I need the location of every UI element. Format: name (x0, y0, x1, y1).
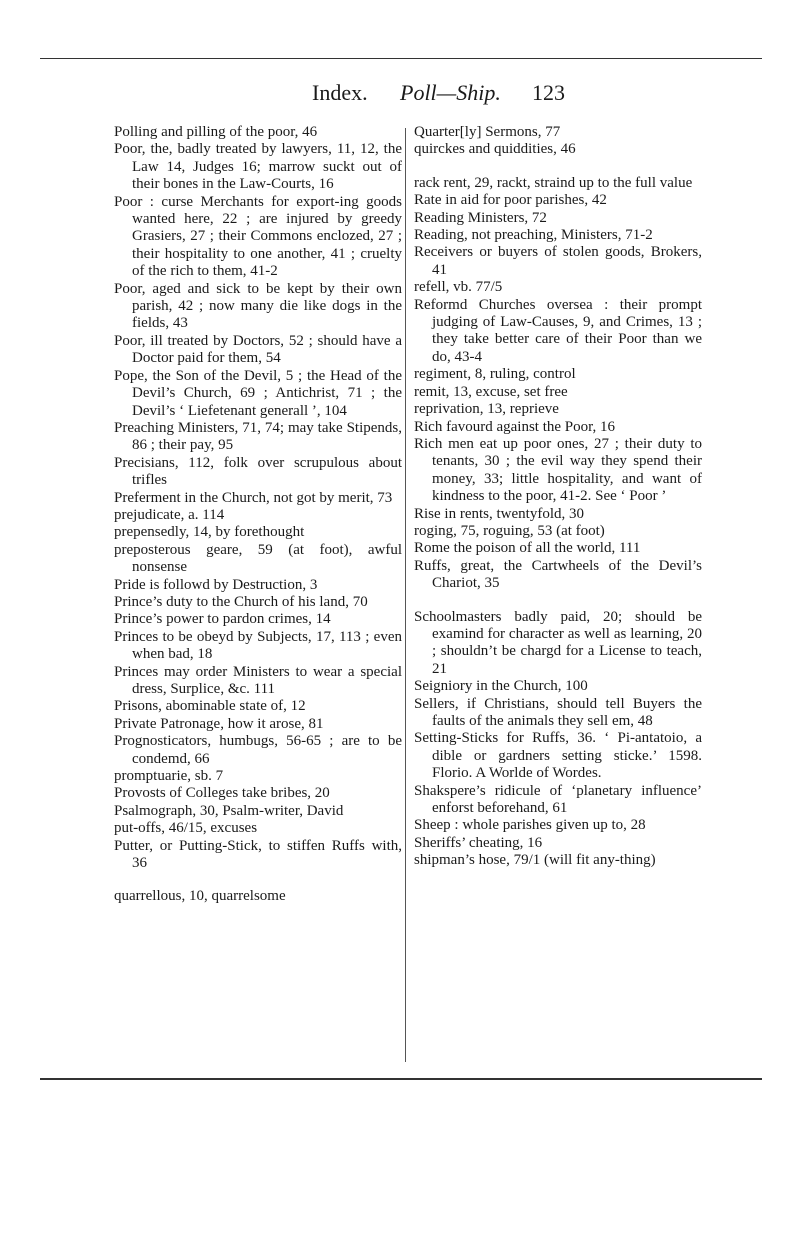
index-entry: Setting-Sticks for Ruffs, 36. ‘ Pi-antatoio, a dible or gardners setting sticke.’ 1598. Florio. A Worlde of Wordes. (414, 730, 702, 782)
index-entry: Provosts of Colleges take bribes, 20 (114, 785, 330, 802)
index-entry: Sheriffs’ cheating, 16 (414, 834, 543, 851)
index-entry: Quarter[ly] Sermons, 77 (414, 124, 561, 140)
index-entry: Preaching Ministers, 71, 74; may take Stipends, 86 ; their pay, 95 (114, 419, 402, 454)
letter-section-gap (114, 872, 402, 888)
index-entry: Sellers, if Christians, should tell Buyers the faults of the animals they sell em, 48 (414, 695, 702, 729)
index-entry: Pope, the Son of the Devil, 5 ; the Head of the Devil’s Church, 69 ; Antichrist, 71 ; the Devil’s ‘ Liefetenant generall ’, 104 (114, 367, 402, 419)
index-entry: Precisians, 112, folk over scrupulous about trifles (114, 454, 402, 489)
index-entry: Rise in rents, twentyfold, 30 (414, 505, 584, 522)
index-entry: Private Patronage, how it arose, 81 (114, 715, 324, 732)
index-entry: rack rent, 29, rackt, straind up to the full value (414, 174, 693, 191)
index-entry: promptuarie, sb. 7 (114, 768, 224, 785)
index-entry: Prognosticators, humbugs, 56-65 ; are to be condemd, 66 (114, 733, 402, 767)
index-column-left (114, 124, 402, 906)
letter-section-gap (414, 593, 702, 609)
index-entry: Seigniory in the Church, 100 (414, 678, 588, 695)
column-divider (405, 128, 406, 1062)
index-entry: remit, 13, excuse, set free (414, 383, 568, 400)
top-rule (40, 58, 762, 59)
index-entry: roging, 75, roguing, 53 (at foot) (414, 522, 605, 539)
bottom-rule (40, 1078, 762, 1080)
index-entry: Rome the poison of all the world, 111 (414, 540, 641, 557)
index-entry: regiment, 8, ruling, control (414, 366, 576, 383)
index-entry: prejudicate, a. 114 (114, 506, 225, 523)
index-entry: Preferment in the Church, not got by merit, 73 (114, 489, 393, 506)
index-entry: Poor, the, badly treated by lawyers, 11, 12, the Law 14, Judges 16; marrow suckt out of their bones in the Law-Courts, 16 (114, 141, 402, 193)
index-entry: Poor : curse Merchants for export-ing goods wanted here, 22 ; are injured by greedy Grasiers, 27 ; their Commons enclozed, 27 ; their hospitality to one another, 41 ; cruelty of the rich to them, 41-2 (114, 193, 402, 280)
index-entry: Princes may order Ministers to wear a special dress, Surplice, &c. 111 (114, 663, 402, 697)
index-entry: Ruffs, great, the Cartwheels of the Devil’s Chariot, 35 (414, 557, 702, 592)
index-entry: quarrellous, 10, quarrelsome (114, 888, 286, 905)
index-entry: preposterous geare, 59 (at foot), awful nonsense (114, 541, 402, 576)
index-entry: Receivers or buyers of stolen goods, Brokers, 41 (414, 244, 702, 278)
index-entry: Rich favourd against the Poor, 16 (414, 418, 616, 435)
index-entry: put-offs, 46/15, excuses (114, 820, 258, 837)
index-entry: Princes to be obeyd by Subjects, 17, 113 ; even when bad, 18 (114, 628, 402, 663)
index-entry: Prisons, abominable state of, 12 (114, 698, 306, 715)
index-entry: Shakspere’s ridicule of ‘planetary influence’ enforst beforehand, 61 (414, 782, 702, 817)
index-entry: prepensedly, 14, by forethought (114, 524, 305, 541)
index-entry: Poor, ill treated by Doctors, 52 ; should have a Doctor paid for them, 54 (114, 332, 402, 367)
index-entry: Prince’s power to pardon crimes, 14 (114, 611, 331, 628)
index-entry: Rate in aid for poor parishes, 42 (414, 192, 607, 209)
index-entry: Poor, aged and sick to be kept by their own parish, 42 ; now many die like dogs in the fields, 43 (114, 280, 402, 332)
index-entry: Prince’s duty to the Church of his land, 70 (114, 593, 368, 610)
letter-section-gap (414, 159, 702, 175)
index-entry: Reading Ministers, 72 (414, 209, 547, 226)
index-entry: Reading, not preaching, Ministers, 71-2 (414, 227, 653, 244)
page-header (0, 80, 800, 114)
index-entry: Polling and pilling of the poor, 46 (114, 124, 318, 140)
index-entry: reprivation, 13, reprieve (414, 401, 559, 418)
section-range: Poll—Ship. (400, 80, 501, 105)
index-entry: Sheep : whole parishes given up to, 28 (414, 817, 646, 834)
index-entry: Schoolmasters badly paid, 20; should be examind for character as well as learning, 20 ; shouldn’t be chargd for a License to teach, 21 (414, 608, 702, 677)
index-entry: quirckes and quiddities, 46 (414, 141, 576, 158)
running-title: Index. (312, 80, 368, 105)
index-entry: Putter, or Putting-Stick, to stiffen Ruffs with, 36 (114, 837, 402, 872)
index-entry: shipman’s hose, 79/1 (will fit any-thing) (414, 852, 656, 869)
index-entry: Reformd Churches oversea : their prompt judging of Law-Causes, 9, and Crimes, 13 ; they take better care of their Poor than we do, 43-4 (414, 296, 702, 365)
index-entry: refell, vb. 77/5 (414, 279, 503, 296)
index-entry: Psalmograph, 30, Psalm-writer, David (114, 802, 344, 819)
index-column-right (414, 124, 702, 870)
page-number: 123 (532, 80, 565, 105)
index-entry: Pride is followd by Destruction, 3 (114, 576, 318, 593)
index-entry: Rich men eat up poor ones, 27 ; their duty to tenants, 30 ; the evil way they spend their money, 33; little hospitality, and want of kindness to the poor, 41-2. See ‘ Poor ’ (414, 435, 702, 505)
